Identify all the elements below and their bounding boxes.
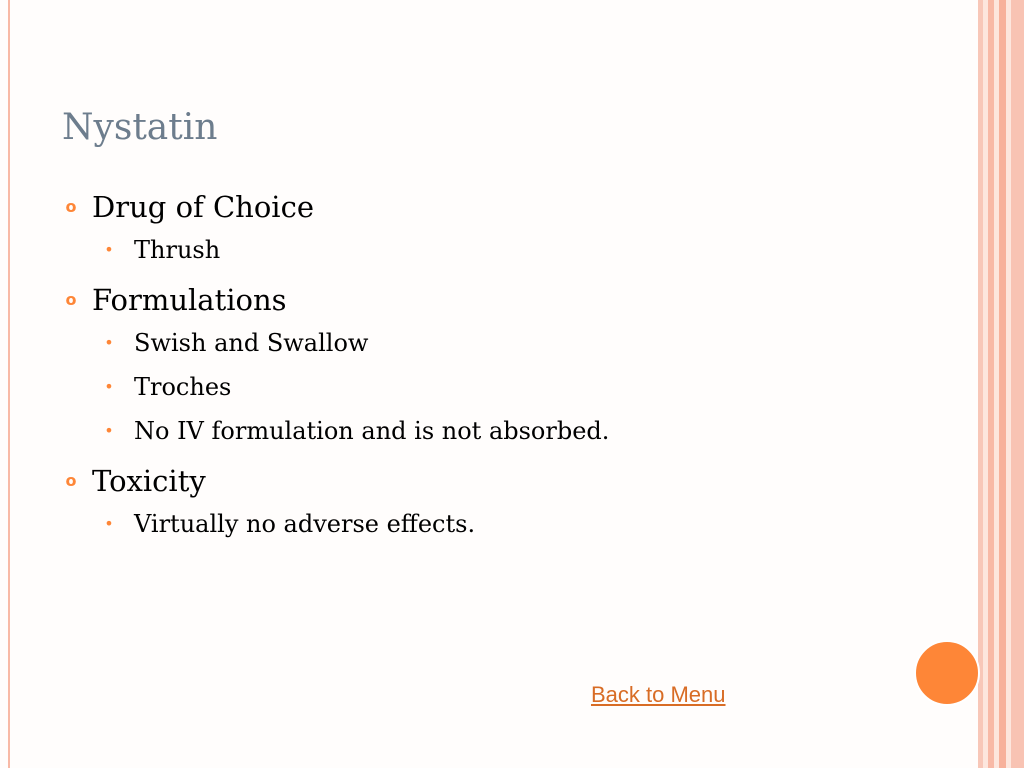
sub-list-item [102,502,944,546]
list-item [64,186,944,272]
sub-list-item-label: Swish and Swallow [134,329,369,357]
sub-list-item [102,365,944,409]
sub-list-item [102,409,944,453]
sub-list-item [102,228,944,272]
dot-bullet-icon: • [104,421,114,440]
slide-title: Nystatin [62,107,218,148]
hollow-circle-bullet-icon: o [65,471,77,490]
list-item [64,279,944,453]
stripe [1011,0,1024,768]
bullet-list [64,186,944,553]
dot-bullet-icon: • [104,514,114,533]
back-to-menu-link[interactable]: Back to Menu [591,682,726,707]
sub-list-item-label: Troches [134,373,232,401]
orange-circle-icon [914,640,980,706]
left-border-rule [8,0,10,768]
sub-list-item-label: Thrush [134,236,221,264]
sub-bullet-list [64,502,944,546]
sub-list-item-label: Virtually no adverse effects. [134,510,476,538]
sub-list-item-label: No IV formulation and is not absorbed. [134,417,610,445]
sub-bullet-list [64,228,944,272]
list-item-row [64,279,944,321]
dot-bullet-icon: • [104,240,114,259]
sub-bullet-list [64,321,944,453]
dot-bullet-icon: • [104,333,114,352]
dot-bullet-icon: • [104,377,114,396]
list-item-label: Formulations [92,283,287,317]
list-item-label: Toxicity [92,464,206,498]
list-item-row [64,460,944,502]
stripe [999,0,1006,768]
hollow-circle-bullet-icon: o [65,290,77,309]
list-item-row [64,186,944,228]
sub-list-item [102,321,944,365]
hollow-circle-bullet-icon: o [65,197,77,216]
list-item-label: Drug of Choice [92,190,314,224]
list-item [64,460,944,546]
